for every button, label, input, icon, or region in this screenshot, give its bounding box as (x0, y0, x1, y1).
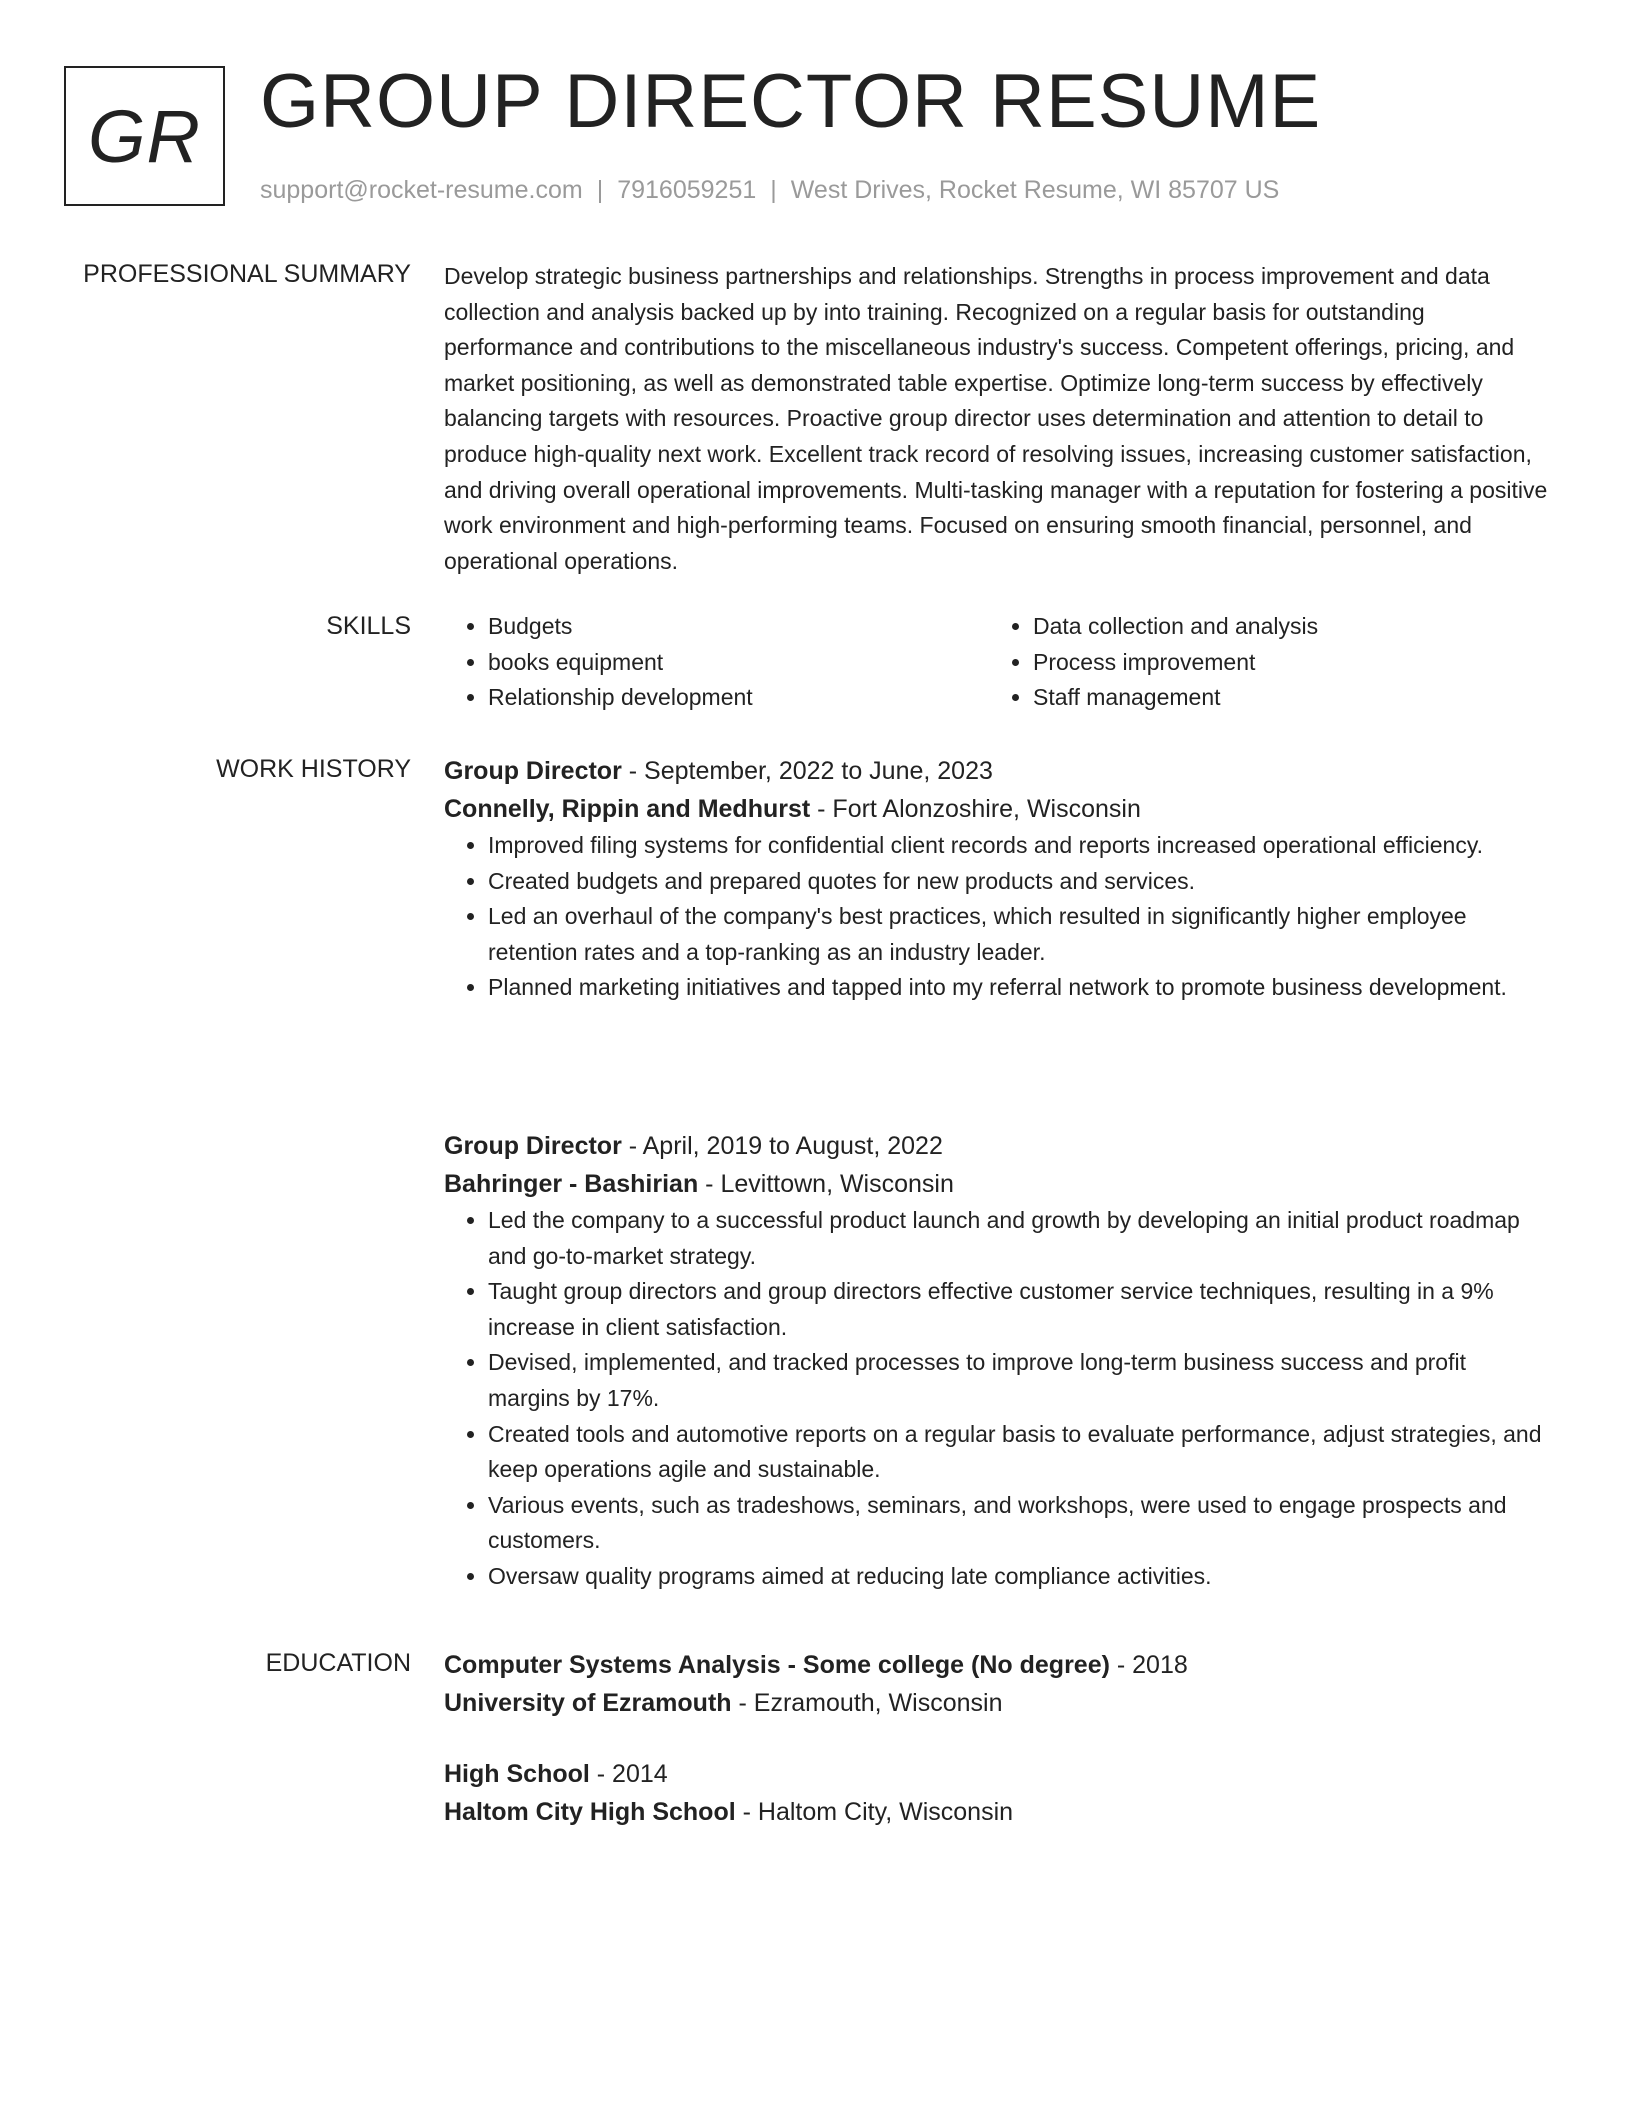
education-year: - 2014 (589, 1760, 668, 1788)
education-school: Haltom City High School (444, 1798, 736, 1826)
job-entry (444, 752, 1554, 1006)
education-heading: EDUCATION (265, 1649, 411, 1677)
job-bullet: • Led the company to a successful product launch and growth by developing an initial product roadmap and go-to-market strategy. (488, 1203, 1554, 1274)
job-location: - Fort Alonzoshire, Wisconsin (810, 795, 1141, 823)
contact-separator: | (770, 176, 777, 204)
education-degree: Computer Systems Analysis - Some college (No degree) (444, 1651, 1110, 1679)
education-year: - 2018 (1109, 1651, 1188, 1679)
education-degree-line (444, 1646, 1554, 1684)
education-school-line (444, 1793, 1554, 1831)
skills-heading: SKILLS (326, 612, 411, 640)
job-company: Bahringer - Bashirian (444, 1170, 699, 1198)
skill-item: • Relationship development (488, 680, 989, 716)
job-location: - Levittown, Wisconsin (698, 1170, 954, 1198)
job-title-line (444, 752, 1554, 790)
contact-separator: | (596, 176, 604, 204)
job-bullets (444, 1203, 1554, 1595)
job-title-line (444, 1127, 1554, 1165)
education-school: University of Ezramouth (444, 1689, 732, 1717)
contact-line (260, 174, 1279, 206)
job-dates: - September, 2022 to June, 2023 (621, 757, 993, 785)
skills-list-right (989, 609, 1534, 716)
job-company: Connelly, Rippin and Medhurst (444, 795, 811, 823)
job-bullet: • Planned marketing initiatives and tapped into my referral network to promote business development. (488, 970, 1554, 1006)
job-bullet: • Oversaw quality programs aimed at reducing late compliance activities. (488, 1559, 1554, 1595)
monogram-initials: GR (88, 94, 201, 178)
job-bullet: • Improved filing systems for confidential client records and reports increased operational efficiency. (488, 828, 1554, 864)
job-bullet: • Various events, such as tradeshows, seminars, and workshops, were used to engage prospects and customers. (488, 1488, 1554, 1559)
contact-address: West Drives, Rocket Resume, WI 85707 US (790, 176, 1280, 204)
work-history-heading: WORK HISTORY (216, 755, 411, 783)
job-title: Group Director (444, 1132, 622, 1160)
job-bullets (444, 828, 1554, 1006)
resume-title: GROUP DIRECTOR RESUME (260, 59, 1322, 144)
education-entry (444, 1646, 1554, 1722)
skill-item: • Budgets (488, 609, 989, 645)
job-bullet: • Devised, implemented, and tracked processes to improve long-term business success and profit margins by 17%. (488, 1345, 1554, 1416)
education-location: - Ezramouth, Wisconsin (731, 1689, 1003, 1717)
skills-body (444, 609, 1554, 716)
job-company-line (444, 790, 1554, 828)
education-degree: High School (444, 1760, 590, 1788)
summary-body (444, 259, 1554, 579)
job-bullet: • Created budgets and prepared quotes for new products and services. (488, 864, 1554, 900)
job-company-line (444, 1165, 1554, 1203)
summary-heading: PROFESSIONAL SUMMARY (83, 260, 411, 288)
education-degree-line (444, 1755, 1554, 1793)
monogram-logo (64, 66, 225, 206)
job-dates: - April, 2019 to August, 2022 (621, 1132, 943, 1160)
skill-item: • books equipment (488, 645, 989, 681)
education-entry (444, 1755, 1554, 1831)
summary-text: Develop strategic business partnerships and relationships. Strengths in process improvement and data collection and analysis backed up by into training. Recognized on a regular basis for outstanding performance and contributions to the miscellaneous industry's success. Competent offerings, pricing, and market positioning, as well as demonstrated table expertise. Optimize long-term success by effectively balancing targets with resources. Proactive group director uses determination and attention to detail to produce high-quality next work. Excellent track record of resolving issues, increasing customer satisfaction, and driving overall operational improvements. Multi-tasking manager with a reputation for fostering a positive work environment and high-performing teams. Focused on ensuring smooth financial, personnel, and operational operations. (444, 263, 1548, 574)
skills-grid (444, 609, 1554, 716)
job-bullet: • Led an overhaul of the company's best practices, which resulted in significantly higher employee retention rates and a top-ranking as an industry leader. (488, 899, 1554, 970)
job-bullet: • Created tools and automotive reports on a regular basis to evaluate performance, adjust strategies, and keep operations agile and sustainable. (488, 1417, 1554, 1488)
education-body (444, 1646, 1554, 1826)
skill-item: • Process improvement (1033, 645, 1534, 681)
education-location: - Haltom City, Wisconsin (735, 1798, 1014, 1826)
job-bullet: • Taught group directors and group directors effective customer service techniques, resulting in a 9% increase in client satisfaction. (488, 1274, 1554, 1345)
job-entry (444, 1127, 1554, 1595)
skills-list-left (444, 609, 989, 716)
education-school-line (444, 1684, 1554, 1722)
contact-email: support@rocket-resume.com (260, 176, 583, 204)
skill-item: • Data collection and analysis (1033, 609, 1534, 645)
skill-item: • Staff management (1033, 680, 1534, 716)
work-history-body (444, 752, 1554, 1589)
job-title: Group Director (444, 757, 622, 785)
contact-phone: 7916059251 (617, 176, 757, 204)
